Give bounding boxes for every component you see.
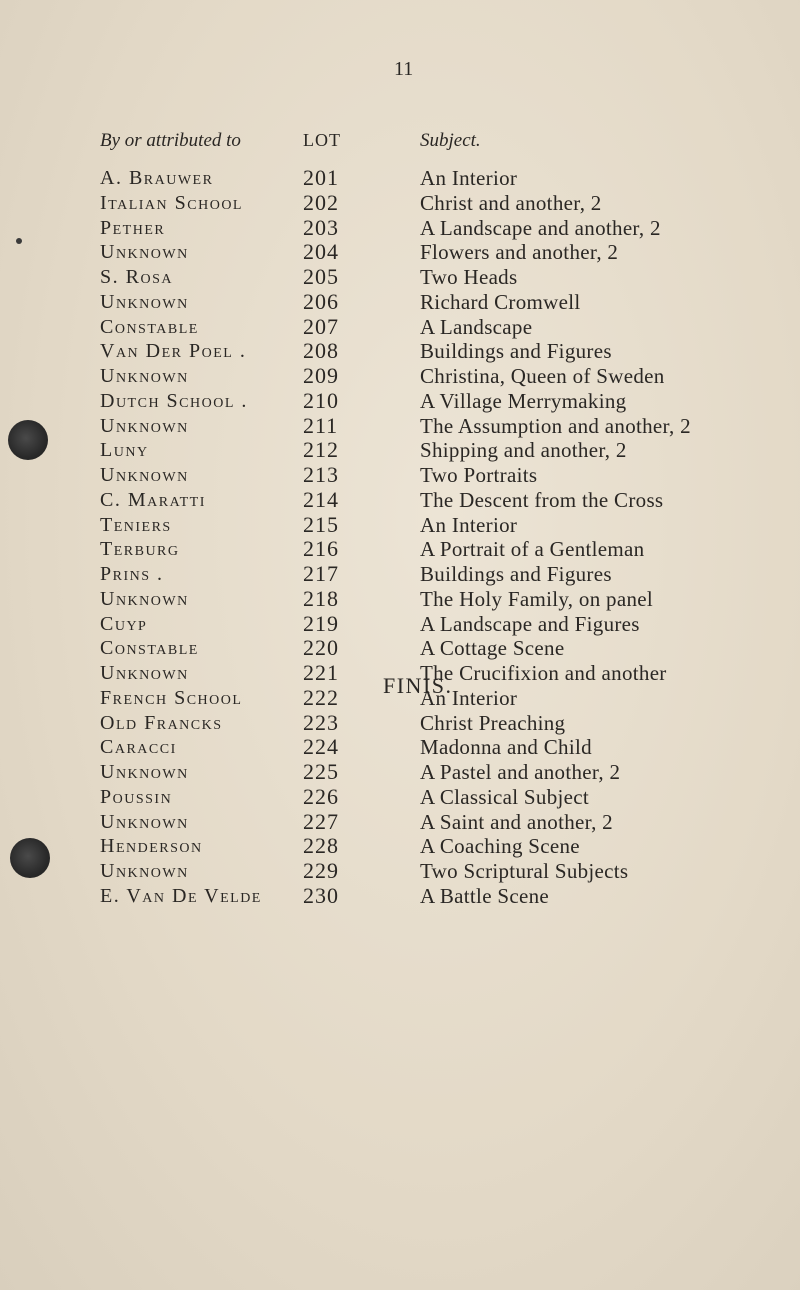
artist-name: Henderson (100, 835, 203, 858)
catalogue-row (0, 810, 800, 835)
lot-number: 211 (303, 412, 339, 438)
catalogue-row (0, 389, 800, 414)
catalogue-row (0, 612, 800, 637)
artist-name: Dutch School . (100, 389, 248, 412)
artist-name: A. Brauwer (100, 167, 214, 189)
subject-title: A Classical Subject (420, 784, 590, 809)
subject-title: A Landscape and Figures (420, 611, 640, 636)
catalogue-row (0, 711, 800, 736)
catalogue-row (0, 834, 800, 859)
lot-number: 205 (303, 264, 339, 289)
subject-title: Two Scriptural Subjects (420, 859, 629, 883)
subject-title: Buildings and Figures (420, 339, 612, 364)
lot-number: 210 (303, 387, 339, 413)
subject-title: A Coaching Scene (420, 834, 580, 859)
artist-name: E. Van De Velde (100, 884, 262, 907)
catalogue-row (0, 166, 800, 191)
subject-title: A Landscape (420, 314, 533, 339)
subject-title: A Pastel and another, 2 (420, 760, 621, 784)
lot-number: 222 (303, 684, 339, 710)
artist-name: Unknown (100, 365, 189, 387)
subject-title: Madonna and Child (420, 735, 592, 760)
subject-title: Christ and another, 2 (420, 190, 602, 215)
lot-number: 224 (303, 734, 339, 760)
catalogue-row (0, 488, 800, 513)
catalogue-row (0, 265, 800, 290)
lot-number: 226 (303, 783, 339, 809)
catalogue-row (0, 735, 800, 760)
artist-name: Constable (100, 637, 199, 660)
artist-name: Unknown (100, 290, 189, 313)
subject-title: The Crucifixion and another (420, 661, 667, 685)
lot-number: 219 (303, 610, 339, 636)
catalogue-row (0, 414, 800, 439)
lot-number: 227 (303, 808, 339, 834)
lot-number: 201 (303, 165, 339, 190)
artist-name: Poussin (100, 785, 173, 808)
catalogue-row (0, 191, 800, 216)
artist-name: S. Rosa (100, 266, 173, 288)
lot-number: 228 (303, 833, 339, 859)
lot-number: 202 (303, 189, 339, 215)
artist-name: Unknown (100, 662, 189, 684)
artist-name: Cuyp (100, 612, 148, 635)
catalogue-row (0, 315, 800, 340)
artist-name: Unknown (100, 464, 189, 486)
catalogue-row (0, 240, 800, 265)
catalogue-row (0, 884, 800, 909)
header-artist: By or attributed to (100, 130, 241, 151)
catalogue-row (0, 760, 800, 785)
catalogue-row (0, 562, 800, 587)
catalogue-row (0, 364, 800, 389)
catalogue-row (0, 636, 800, 661)
subject-title: An Interior (420, 166, 518, 190)
artist-name: Unknown (100, 810, 189, 833)
subject-title: The Assumption and another, 2 (420, 413, 691, 438)
subject-title: A Portrait of a Gentleman (420, 537, 645, 562)
subject-title: A Landscape and another, 2 (420, 215, 661, 240)
lot-number: 223 (303, 709, 339, 735)
subject-title: Flowers and another, 2 (420, 240, 619, 265)
lot-number: 220 (303, 635, 339, 661)
artist-name: Luny (100, 439, 149, 462)
catalogue-list (0, 166, 800, 909)
artist-name: Prins . (100, 563, 164, 585)
artist-name: C. Maratti (100, 488, 206, 511)
catalogue-row (0, 513, 800, 538)
artist-name: Van Der Poel . (100, 340, 247, 363)
lot-number: 229 (303, 858, 339, 883)
artist-name: Constable (100, 315, 199, 338)
catalogue-row (0, 463, 800, 488)
artist-name: Pether (100, 216, 166, 239)
catalogue-row (0, 290, 800, 315)
lot-number: 212 (303, 437, 339, 463)
catalogue-row (0, 537, 800, 562)
lot-number: 214 (303, 486, 339, 512)
lot-number: 217 (303, 561, 339, 586)
subject-title: Shipping and another, 2 (420, 438, 627, 463)
artist-name: French School (100, 686, 243, 709)
lot-number: 213 (303, 462, 339, 487)
finis-mark: FINIS. (383, 673, 453, 698)
artist-name: Terburg (100, 538, 180, 561)
subject-title: Christina, Queen of Sweden (420, 364, 665, 388)
subject-title: An Interior (420, 512, 518, 537)
subject-title: Christ Preaching (420, 710, 566, 735)
subject-title: A Village Merrymaking (420, 388, 627, 413)
subject-title: A Cottage Scene (420, 636, 565, 661)
lot-number: 218 (303, 585, 339, 611)
lot-number: 207 (303, 313, 339, 339)
subject-title: The Holy Family, on panel (420, 586, 654, 611)
subject-title: Two Portraits (420, 463, 538, 487)
lot-number: 215 (303, 511, 339, 537)
subject-title: A Saint and another, 2 (420, 809, 613, 834)
artist-name: Old Francks (100, 711, 223, 734)
subject-title: Two Heads (420, 265, 518, 289)
lot-number: 203 (303, 214, 339, 240)
artist-name: Unknown (100, 860, 189, 882)
artist-name: Unknown (100, 414, 189, 437)
artist-name: Unknown (100, 241, 189, 264)
artist-name: Teniers (100, 513, 172, 536)
catalogue-row (0, 587, 800, 612)
artist-name: Unknown (100, 761, 189, 783)
lot-number: 225 (303, 759, 339, 784)
catalogue-row (0, 339, 800, 364)
subject-title: A Battle Scene (420, 883, 550, 908)
catalogue-row (0, 216, 800, 241)
catalogue-row (0, 438, 800, 463)
lot-number: 208 (303, 338, 339, 364)
lot-number: 221 (303, 660, 339, 685)
subject-title: An Interior (420, 685, 518, 710)
lot-number: 216 (303, 536, 339, 562)
lot-number: 209 (303, 363, 339, 388)
artist-name: Caracci (100, 736, 177, 759)
artist-name: Unknown (100, 587, 189, 610)
subject-title: Richard Cromwell (420, 289, 581, 314)
catalogue-row (0, 859, 800, 884)
subject-title: Buildings and Figures (420, 562, 612, 586)
lot-number: 230 (303, 882, 339, 908)
header-subject: Subject. (420, 130, 481, 151)
lot-number: 206 (303, 288, 339, 314)
catalogue-row (0, 785, 800, 810)
artist-name: Italian School (100, 191, 243, 214)
lot-number: 204 (303, 239, 339, 265)
page-number: 11 (394, 58, 414, 80)
header-lot: LOT (303, 130, 341, 150)
subject-title: The Descent from the Cross (420, 487, 664, 512)
